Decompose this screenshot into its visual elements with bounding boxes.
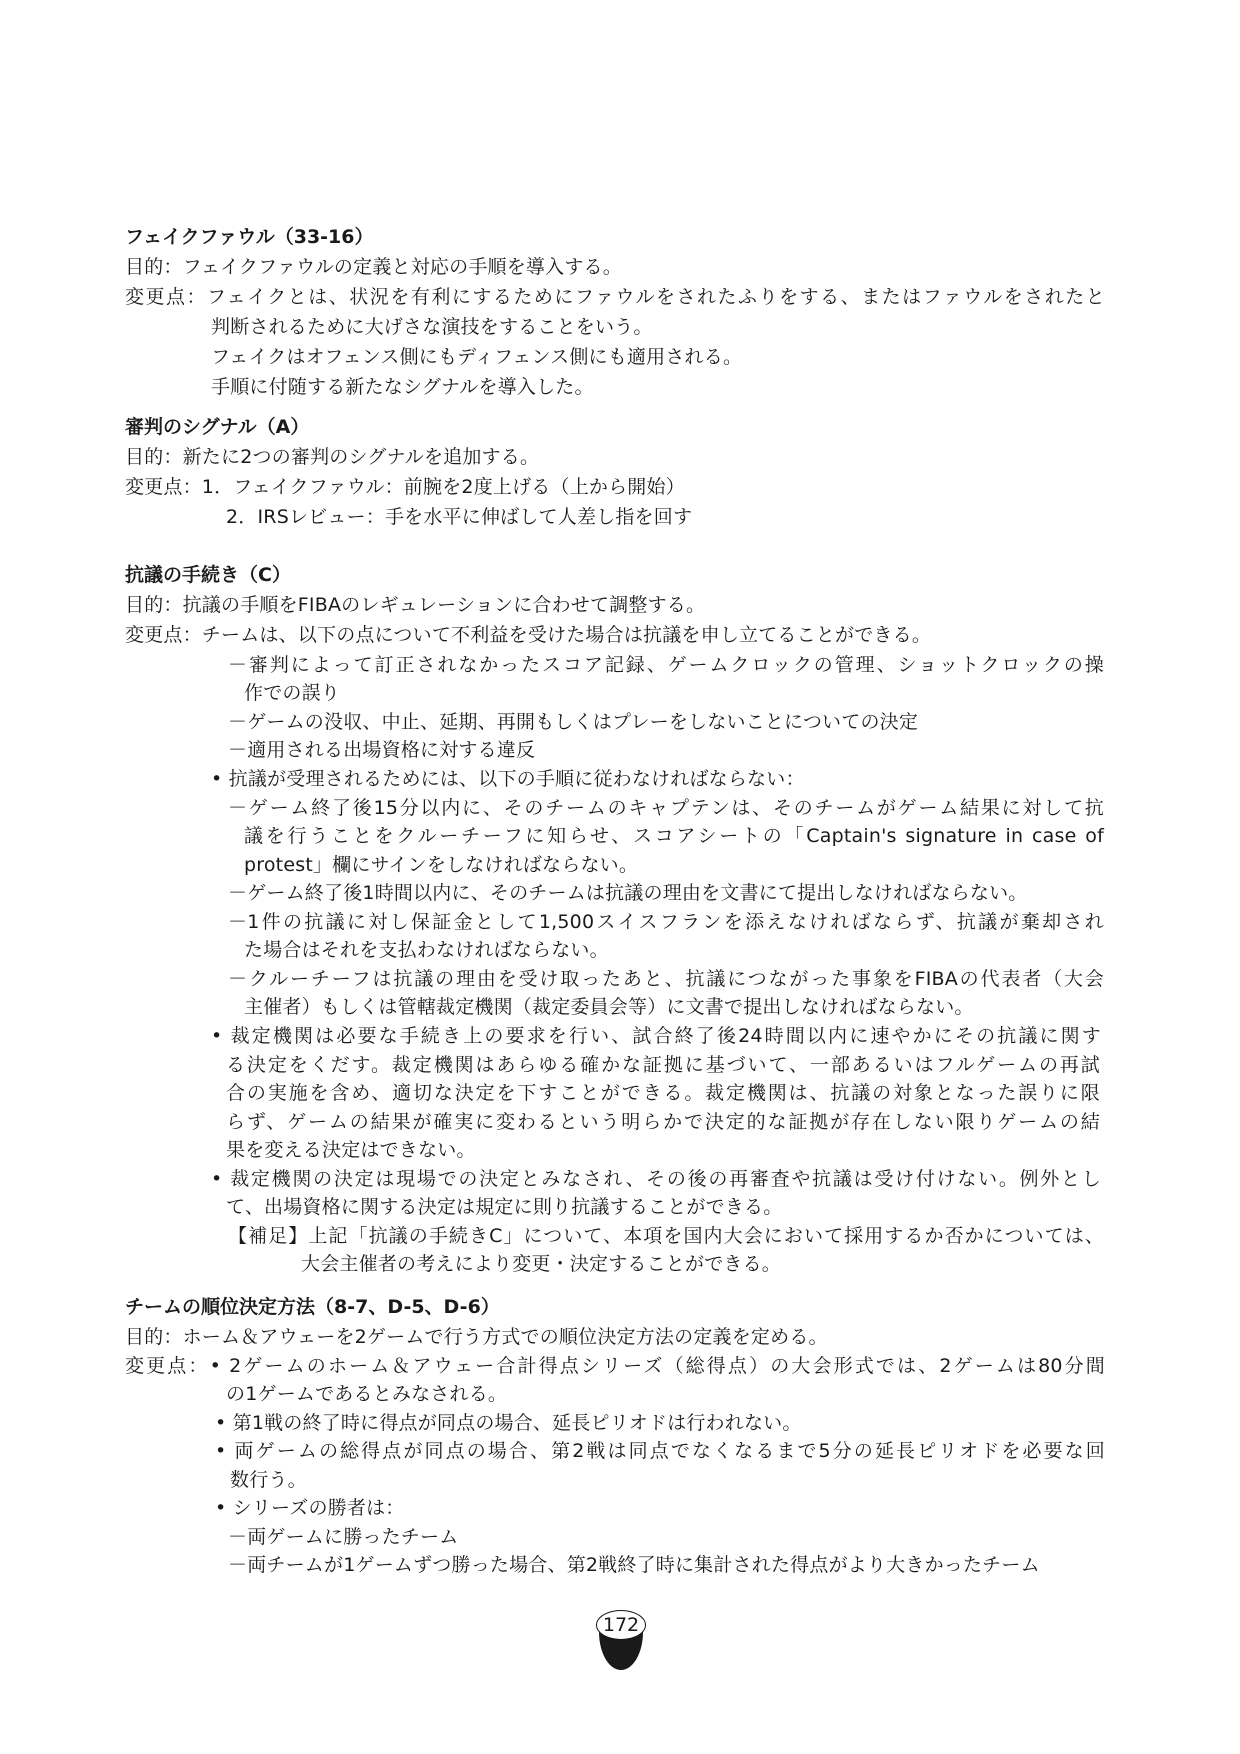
list-item: －ゲーム終了後1時間以内に、そのチームは抗議の理由を文書にて提出しなければならない。 bbox=[228, 882, 1028, 904]
change-line: 2．IRSレビュー：手を水平に伸ばして人差し指を回す bbox=[226, 506, 693, 528]
supplement-note: 【補足】上記「抗議の手続きC」について、本項を国内大会において採用するか否かについては、 bbox=[228, 1225, 1104, 1247]
bullet-item-cont: 合の実施を含め、適切な決定を下すことができる。裁定機関は、抗議の対象となった誤りに限 bbox=[226, 1082, 1100, 1104]
purpose-line: 目的：ホーム＆アウェーを2ゲームで行う方式での順位決定方法の定義を定める。 bbox=[125, 1326, 828, 1348]
bullet-item: • 第1戦の終了時に得点が同点の場合、延長ピリオドは行われない。 bbox=[215, 1412, 802, 1434]
list-item: －適用される出場資格に対する違反 bbox=[228, 739, 536, 761]
purpose-line: 目的：フェイクファウルの定義と対応の手順を導入する。 bbox=[125, 256, 622, 278]
list-item-cont: 主催者）もしくは管轄裁定機関（裁定委員会等）に文書で提出しなければならない。 bbox=[244, 996, 974, 1018]
bullet-item-cont: る決定をくだす。裁定機関はあらゆる確かな証拠に基づいて、一部あるいはフルゲームの再試 bbox=[226, 1054, 1100, 1076]
list-item: －ゲーム終了後15分以内に、そのチームのキャプテンは、そのチームがゲーム結果に対して抗 bbox=[228, 797, 1104, 819]
change-line: 変更点：チームは、以下の点について不利益を受けた場合は抗議を申し立てることができる。 bbox=[125, 624, 932, 646]
list-item: －ゲームの没収、中止、延期、再開もしくはプレーをしないことについての決定 bbox=[228, 711, 919, 733]
list-item-cont: protest」欄にサインをしなければならない。 bbox=[244, 854, 639, 876]
list-item: －クルーチーフは抗議の理由を受け取ったあと、抗議につながった事象をFIBAの代表者（大会 bbox=[228, 968, 1104, 990]
change-line: 手順に付随する新たなシグナルを導入した。 bbox=[211, 376, 594, 398]
list-item: －審判によって訂正されなかったスコア記録、ゲームクロックの管理、ショットクロックの操 bbox=[228, 654, 1104, 676]
section-heading: チームの順位決定方法（8-7、D-5、D-6） bbox=[125, 1296, 500, 1318]
list-item-cont: 作での誤り bbox=[244, 682, 341, 704]
purpose-line: 目的：新たに2つの審判のシグナルを追加する。 bbox=[125, 446, 540, 468]
change-line: 変更点：• 2ゲームのホーム＆アウェー合計得点シリーズ（総得点）の大会形式では、2ゲームは80分間 bbox=[125, 1355, 1105, 1377]
section-heading: 審判のシグナル（A） bbox=[125, 416, 310, 438]
section-heading: フェイクファウル（33-16） bbox=[125, 226, 374, 248]
bullet-item-cont: て、出場資格に関する決定は規定に則り抗議することができる。 bbox=[226, 1196, 783, 1218]
purpose-line: 目的：抗議の手順をFIBAのレギュレーションに合わせて調整する。 bbox=[125, 594, 706, 616]
bullet-item: • 抗議が受理されるためには、以下の手順に従わなければならない： bbox=[211, 768, 805, 790]
change-line: 判断されるために大げさな演技をすることをいう。 bbox=[211, 316, 653, 338]
change-line: 変更点：1．フェイクファウル：前腕を2度上げる（上から開始） bbox=[125, 476, 685, 498]
list-item: －両ゲームに勝ったチーム bbox=[228, 1526, 459, 1548]
page-number-badge bbox=[596, 1610, 646, 1672]
page-number: 172 bbox=[596, 1610, 646, 1640]
bullet-item: • 裁定機関は必要な手続き上の要求を行い、試合終了後24時間以内に速やかにその抗議に関す bbox=[211, 1025, 1101, 1047]
change-line: 変更点：フェイクとは、状況を有利にするためにファウルをされたふりをする、またはファウルをされたと bbox=[125, 286, 1105, 308]
bullet-item-cont: らず、ゲームの結果が確実に変わるという明らかで決定的な証拠が存在しない限りゲームの結 bbox=[226, 1111, 1100, 1133]
list-item: －両チームが1ゲームずつ勝った場合、第2戦終了時に集計された得点がより大きかったチーム bbox=[228, 1554, 1040, 1576]
list-item-cont: 議を行うことをクルーチーフに知らせ、スコアシートの「Captain's signature in case of bbox=[244, 825, 1104, 847]
bullet-item-cont: 数行う。 bbox=[230, 1469, 307, 1491]
list-item-cont: た場合はそれを支払わなければならない。 bbox=[244, 939, 609, 961]
supplement-note-cont: 大会主催者の考えにより変更・決定することができる。 bbox=[301, 1253, 782, 1275]
section-heading: 抗議の手続き（C） bbox=[125, 564, 291, 586]
bullet-item-cont: 果を変える決定はできない。 bbox=[226, 1139, 476, 1161]
change-line: フェイクはオフェンス側にもディフェンス側にも適用される。 bbox=[211, 346, 743, 368]
bullet-item: • シリーズの勝者は： bbox=[215, 1497, 405, 1519]
bullet-item: • 裁定機関の決定は現場での決定とみなされ、その後の再審査や抗議は受け付けない。例外とし bbox=[211, 1168, 1101, 1190]
bullet-item: • 両ゲームの総得点が同点の場合、第2戦は同点でなくなるまで5分の延長ピリオドを必要な回 bbox=[215, 1440, 1105, 1462]
list-item: －1件の抗議に対し保証金として1,500スイスフランを添えなければならず、抗議が棄却され bbox=[228, 911, 1104, 933]
bullet-item-cont: の1ゲームであるとみなされる。 bbox=[226, 1383, 508, 1405]
